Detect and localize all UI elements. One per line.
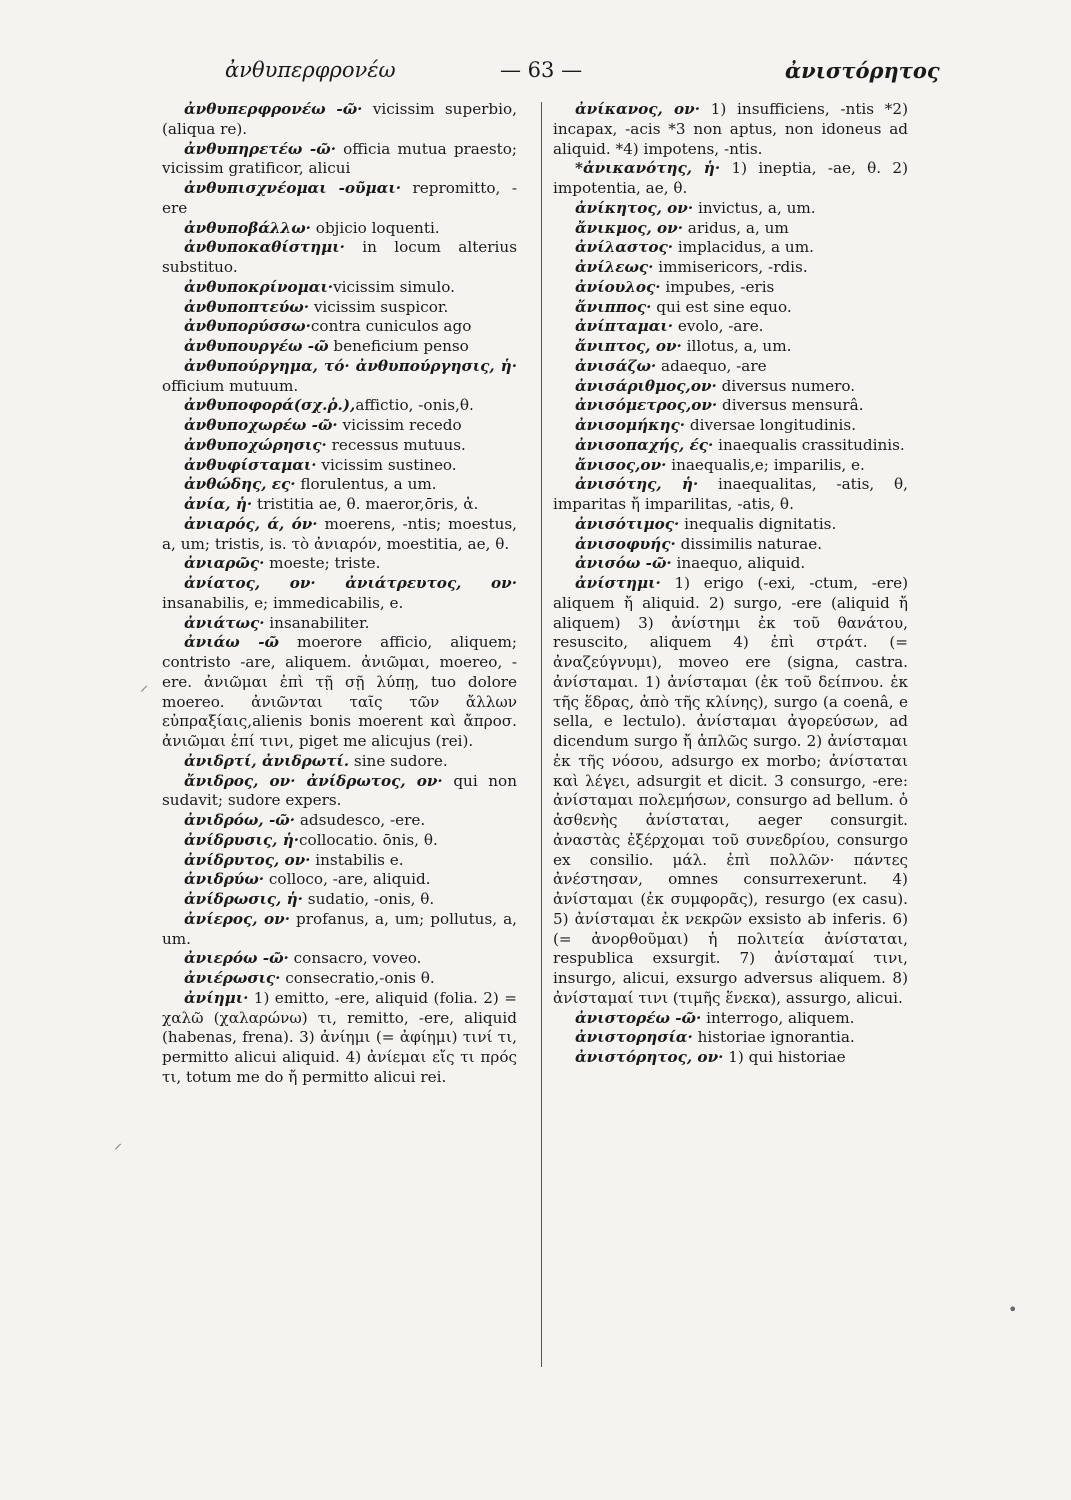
dictionary-entry <box>553 357 908 377</box>
entry-headword: ἀνθυποπτεύω· <box>184 297 309 316</box>
dictionary-entry <box>162 337 517 357</box>
dictionary-entry <box>553 456 908 476</box>
entry-headword: ἀνίουλος· <box>575 277 661 296</box>
entry-gloss: adaequo, -are <box>656 356 767 375</box>
entry-headword: *ἀνικανότης, ἡ· <box>575 159 721 178</box>
dictionary-entry <box>553 1028 908 1048</box>
dictionary-entry <box>553 436 908 456</box>
entry-gloss: collocatio. ōnis, θ. <box>299 830 438 849</box>
entry-gloss: diversae longitudinis. <box>685 416 857 434</box>
dictionary-entry <box>553 515 908 535</box>
entry-gloss: instabilis e. <box>310 850 404 869</box>
entry-gloss: inaequalis,e; imparilis, e. <box>666 455 865 474</box>
entry-gloss: beneficium penso <box>328 337 469 355</box>
entry-headword: ἀνθυπουργέω -ῶ <box>184 337 329 355</box>
entry-gloss: historiae ignorantia. <box>692 1028 855 1047</box>
entry-gloss: objicio loquenti. <box>310 218 440 237</box>
entry-headword: ἀνθυποκαθίστημι· <box>184 238 345 257</box>
entry-gloss: vicissim suspicor. <box>309 297 449 316</box>
dictionary-entry <box>162 495 517 515</box>
left-column <box>162 100 517 1088</box>
entry-headword: ἀνισάριθμος,ον· <box>575 376 717 395</box>
dictionary-entry <box>553 396 908 416</box>
entry-gloss: moeste; triste. <box>264 554 381 573</box>
dictionary-entry <box>162 179 517 219</box>
entry-headword: ἀνιδρόω, -ῶ· <box>184 811 296 829</box>
entry-gloss: 1) emitto, -ere, aliquid (folia. 2) = χαλῶ (χαλαρώνω) τι, remitto, -ere, aliquid (habenas, frena). 3) ἀνίημι (= ἀφίημι) τινί τι, permitto alicui aliquid. 4) ἀνίεμαι εἴς τι πρός τι, totum me do ἤ permitto alicui rei. <box>162 988 517 1086</box>
dictionary-entry <box>162 140 517 180</box>
entry-headword: ἀνθυποφορά(σχ.ῥ.), <box>184 396 356 415</box>
dictionary-entry <box>553 554 908 574</box>
entry-headword: ἀνιερόω -ῶ· <box>184 949 289 968</box>
entry-headword: ἀνθυπισχνέομαι -οῦμαι· <box>184 179 401 197</box>
entry-gloss: 1) ineptia, -ae, θ. 2) impotentia, ae, θ. <box>553 159 909 197</box>
entry-headword: ἀνθυπηρετέω -ῶ· <box>184 139 336 158</box>
entry-gloss: 1) erigo (-exi, -ctum, -ere) aliquem ἤ aliquid. 2) surgo, -ere (aliquid ἤ aliquem) 3) ἀνίστημι ἐκ τοῦ θανάτου, resuscito, aliquem 4) ἐπὶ στράτ. (= ἀναζεύγνυμι), moveo ere (signa, castra. ἀνίσταμαι. 1) ἀνίσταμαι (ἐκ τοῦ δείπνου. ἐκ τῆς ἕδρας, ἀπὸ τῆς κλίνης), surgo (a coenâ, e sella, e lectulo). ἀνίσταμαι ἀγορεύσων, ad dicendum surgo ἤ ἁπλῶς surgo. 2) ἀνίσταμαι ἐκ τῆς νόσου, adsurgo ex morbo; ἀνίσταται καὶ λέγει, adsurgit et dicit. 3 consurgo, -ere: ἀνίσταμαι πολεμήσων, consurgo ad bellum. ὁ ἀσθενὴς ἀνίσταται, aeger consurgit. ἀναστὰς ἐξέρχομαι τοῦ συνεδρίου, consurgo ex consilio. μάλ. ἐπὶ πολλῶν· πάντες ἀνέστησαν, omnes consurrexerunt. 4) ἀνίσταμαι (ἐκ συμφορᾶς), resurgo (ex casu). 5) ἀνίσταμαι ἐκ νεκρῶν exsisto ab inferis. 6) (= ἀνορθοῦμαι) ἡ πολιτεία ἀνίσταται, respublica exsurgit. 7) ἀνίσταμαί τινι, insurgo, alicui, exsurgo adversus aliquem. 8) ἀνίσταμαί τινι (τιμῆς ἕνεκα), assurgo, alicui. <box>553 574 908 1007</box>
dictionary-entry <box>162 100 517 140</box>
dictionary-entry <box>162 831 517 851</box>
entry-gloss: aridus, a, um <box>682 218 789 237</box>
entry-gloss: in locum alterius substituo. <box>162 238 517 276</box>
dictionary-entry <box>162 219 517 239</box>
dictionary-entry <box>553 278 908 298</box>
entry-gloss: affictio, -onis,θ. <box>355 396 474 415</box>
page-number: — 63 — <box>500 58 583 82</box>
entry-gloss: vicissim superbio, (aliqua re). <box>162 100 517 138</box>
entry-headword: ἀνίκητος, ον· <box>575 198 694 217</box>
entry-headword: ἀνιάτως· <box>184 613 265 632</box>
dictionary-entry <box>162 752 517 772</box>
entry-gloss: adsudesco, -ere. <box>295 811 426 829</box>
dictionary-entry <box>553 100 908 159</box>
entry-headword: ἀνθυφίσταμαι· <box>184 455 317 474</box>
entry-gloss: repromitto, -ere <box>162 179 517 217</box>
entry-gloss: qui non sudavit; sudore expers. <box>162 771 517 810</box>
dictionary-entry <box>162 574 517 614</box>
entry-headword: ἀνισοπαχής, ές· <box>575 435 714 454</box>
entry-headword: ἄνιπτος, ον· <box>575 337 682 355</box>
entry-headword: ἀνθυπούργημα, τό· ἀνθυπούργησις, ἡ· <box>184 356 517 375</box>
dictionary-entry <box>162 357 517 397</box>
entry-gloss: insanabiliter. <box>264 613 370 632</box>
entry-headword: ἀνθώδης, ες· <box>184 475 296 494</box>
entry-gloss: consecratio,-onis θ. <box>280 969 435 987</box>
entry-gloss: recessus mutuus. <box>326 435 466 454</box>
dictionary-entry <box>162 554 517 574</box>
dictionary-entry <box>162 416 517 436</box>
entry-headword: ἀνίστημι· <box>575 574 661 592</box>
entry-gloss: illotus, a, um. <box>681 337 792 355</box>
entry-headword: ἀνθυποχωρέω -ῶ· <box>184 416 338 434</box>
entry-gloss: immisericors, -rdis. <box>653 258 808 276</box>
dictionary-entry <box>162 456 517 476</box>
dictionary-entry <box>162 969 517 989</box>
dictionary-entry <box>162 851 517 871</box>
entry-headword: ἀνιάω -ῶ <box>184 633 279 652</box>
entry-gloss: invictus, a, um. <box>693 198 816 217</box>
entry-headword: ἀνισότιμος· <box>575 514 680 533</box>
entry-gloss: moerore afficio, aliquem; contristo -are, aliquem. ἀνιῶμαι, moereo, -ere. ἀνιῶμαι ἐπὶ τῇ σῇ λύπῃ, tuo dolore moereo. ἀνιῶνται ταῖς τῶν ἄλλων εὐπραξίαις,alienis bonis moerent καὶ ἄπροσ. ἀνιῶμαι ἐπί τινι, piget me alicujus (rei). <box>162 633 518 750</box>
entry-gloss: 1) insufficiens, -ntis *2) incapax, -acis *3 non aptus, non idoneus ad aliquid. *4) impotens, -ntis. <box>553 100 908 158</box>
dictionary-entry <box>162 614 517 634</box>
entry-gloss: vicissim sustineo. <box>316 455 457 474</box>
dictionary-entry <box>553 258 908 278</box>
entry-gloss: impubes, -eris <box>660 277 775 296</box>
entry-gloss: profanus, a, um; pollutus, a, um. <box>162 909 517 948</box>
entry-gloss: officia mutua praesto; vicissim gratificor, alicui <box>162 139 518 178</box>
dictionary-entry <box>162 278 517 298</box>
dictionary-entry <box>162 811 517 831</box>
entry-headword: ἄνικμος, ον· <box>575 218 683 237</box>
entry-gloss: inaequo, aliquid. <box>671 554 806 573</box>
entry-gloss: florulentus, a um. <box>295 475 437 494</box>
dictionary-entry <box>553 1009 908 1029</box>
dictionary-entry <box>553 238 908 258</box>
entry-gloss: inaequalis crassitudinis. <box>713 435 905 454</box>
entry-headword: ἀνίκανος, ον· <box>575 100 700 118</box>
entry-headword: ἀνίπταμαι· <box>575 317 674 336</box>
dictionary-entry <box>162 238 517 278</box>
entry-gloss: consacro, voveo. <box>288 949 422 968</box>
entry-gloss: evolo, -are. <box>673 317 764 336</box>
dictionary-entry <box>553 298 908 318</box>
entry-headword: ἀνίδρωσις, ἡ· <box>184 890 303 908</box>
entry-gloss: inaequalitas, -atis, θ, imparitas ἤ imparilitas, -atis, θ. <box>553 475 908 513</box>
margin-mark: ⸍ <box>114 1140 123 1159</box>
entry-headword: ἀνίημι· <box>184 988 249 1007</box>
entry-gloss: diversus mensurâ. <box>717 396 864 415</box>
entry-gloss: sudatio, -onis, θ. <box>302 890 435 908</box>
entry-gloss: dissimilis naturae. <box>675 534 823 553</box>
entry-headword: ἀνιέρωσις· <box>184 969 281 987</box>
entry-headword: ἀνισόω -ῶ· <box>575 554 672 573</box>
entry-headword: ἄνιππος· <box>575 297 652 316</box>
entry-gloss: 1) qui historiae <box>723 1048 846 1066</box>
dictionary-entry <box>553 337 908 357</box>
dictionary-entry <box>553 317 908 337</box>
entry-headword: ἀνίερος, ον· <box>184 909 290 928</box>
entry-headword: ἀνθυποκρίνομαι· <box>184 277 334 296</box>
dictionary-entry <box>162 989 517 1088</box>
entry-gloss: vicissim simulo. <box>333 277 455 296</box>
entry-gloss: implacidus, a um. <box>673 238 814 257</box>
entry-headword: ἀνιδρύω· <box>184 870 265 889</box>
entry-headword: ἄνισος,ον· <box>575 455 667 474</box>
entry-headword: ἀνισάζω· <box>575 356 657 375</box>
entry-gloss: officium mutuum. <box>162 376 299 395</box>
entry-headword: ἀνισότης, ἡ· <box>575 475 699 494</box>
entry-gloss: inequalis dignitatis. <box>679 514 837 533</box>
entry-gloss: tristitia ae, θ. maeror,ōris, ἀ. <box>252 495 479 513</box>
entry-gloss: insanabilis, e; immedicabilis, e. <box>162 593 404 612</box>
entry-gloss: interrogo, aliquem. <box>701 1008 855 1027</box>
dictionary-entry <box>162 890 517 910</box>
dictionary-entry <box>162 436 517 456</box>
dictionary-entry <box>162 910 517 950</box>
entry-headword: ἀνιστορέω -ῶ· <box>575 1008 702 1027</box>
page-header <box>165 58 1005 92</box>
dictionary-entry <box>553 535 908 555</box>
entry-headword: ἀνίλεως· <box>575 258 654 276</box>
right-column <box>553 100 908 1068</box>
entry-gloss: sine sudore. <box>349 751 448 770</box>
dictionary-entry <box>162 772 517 812</box>
dictionary-entry <box>162 298 517 318</box>
dictionary-entry <box>162 515 517 555</box>
entry-headword: ἀνισομήκης· <box>575 416 686 434</box>
entry-headword: ἄνιδρος, ον· ἀνίδρωτος, ον· <box>184 771 443 790</box>
entry-gloss: diversus numero. <box>716 376 856 395</box>
header-right-guideword: ἀνιστόρητος <box>785 58 940 83</box>
margin-mark: ⸍ <box>140 682 149 701</box>
entry-headword: ἀνίλαστος· <box>575 238 673 257</box>
dictionary-entry <box>553 416 908 436</box>
dictionary-entry <box>553 574 908 1009</box>
dictionary-entry <box>553 1048 908 1068</box>
entry-headword: ἀνία, ἡ· <box>184 495 253 513</box>
entry-headword: ἀνθυποχώρησις· <box>184 435 327 454</box>
dictionary-entry <box>162 475 517 495</box>
entry-gloss: vicissim recedo <box>337 416 462 434</box>
entry-gloss: colloco, -are, aliquid. <box>264 870 431 889</box>
column-divider <box>541 102 542 1367</box>
entry-gloss: contra cuniculos ago <box>310 317 472 336</box>
entry-headword: ἀνιστορησία· <box>575 1028 693 1047</box>
header-left-guideword: ἀνθυπερφρονέω <box>225 58 396 82</box>
dictionary-entry <box>553 377 908 397</box>
dictionary-entry <box>553 199 908 219</box>
entry-headword: ἀνθυπερφρονέω -ῶ· <box>184 100 363 118</box>
entry-headword: ἀνιαρός, ά, όν· <box>184 514 318 533</box>
dictionary-entry <box>553 475 908 515</box>
dictionary-entry <box>162 949 517 969</box>
dictionary-entry <box>553 159 908 199</box>
margin-mark: • <box>1008 1300 1018 1319</box>
dictionary-entry <box>162 633 517 752</box>
entry-gloss: moerens, -ntis; moestus, a, um; tristis, is. τὸ ἀνιαρόν, moestitia, ae, θ. <box>162 514 517 553</box>
dictionary-entry <box>162 870 517 890</box>
entry-headword: ἀνιαρῶς· <box>184 554 265 573</box>
entry-headword: ἀνισοφυής· <box>575 534 676 553</box>
entry-headword: ἀνιδρτί, ἀνιδρωτί. <box>184 751 350 770</box>
dictionary-entry <box>162 396 517 416</box>
entry-gloss: qui est sine equo. <box>651 297 792 316</box>
entry-headword: ἀνθυπορύσσω· <box>184 317 311 336</box>
entry-headword: ἀνίδρυτος, ον· <box>184 850 311 869</box>
entry-headword: ἀνιστόρητος, ον· <box>575 1048 724 1066</box>
entry-headword: ἀνισόμετρος,ον· <box>575 396 718 415</box>
entry-headword: ἀνίδρυσις, ἡ· <box>184 830 300 849</box>
entry-headword: ἀνίατος, ον· ἀνιάτρευτος, ον· <box>184 574 517 592</box>
dictionary-entry <box>553 219 908 239</box>
dictionary-entry <box>162 317 517 337</box>
entry-headword: ἀνθυποβάλλω· <box>184 218 311 237</box>
